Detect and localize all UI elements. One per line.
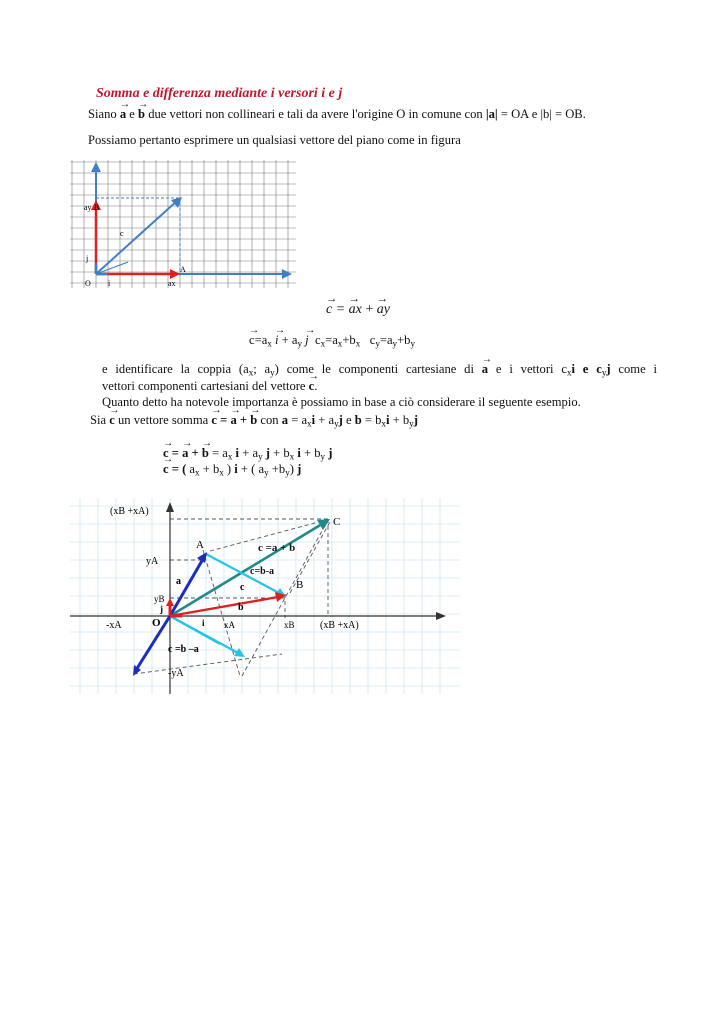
text-para4-c: → c: [109, 413, 115, 428]
label-c: c: [120, 229, 124, 238]
text-para1-b: → b: [138, 107, 145, 122]
label-i: i: [202, 618, 205, 628]
text-eq1-a2: → a: [377, 302, 384, 318]
text-eq4-pl2: +b: [268, 462, 286, 476]
text-para1-p4: = OA e |b| = OB.: [497, 107, 586, 121]
text-para1-p1: Siano: [88, 107, 120, 121]
text-eq2-cy-y3: y: [410, 338, 416, 349]
text-eq2-i: → i: [275, 333, 279, 348]
text-para4-p3: con: [257, 413, 282, 427]
text-eq2-cy-y2: y: [392, 338, 398, 349]
text-para4-p2: un vettore somma: [114, 413, 212, 427]
vector-c: [96, 200, 178, 274]
text-eq4-a1: a: [189, 462, 196, 476]
text-para4-plus: +: [236, 413, 251, 427]
label-B: B: [94, 203, 100, 212]
label-xB-plus-xA: (xB +xA): [320, 620, 359, 631]
text-eq2-e2: + a: [278, 333, 298, 347]
text-eq3-x2: x: [289, 451, 295, 462]
label-j: j: [160, 604, 163, 614]
text-para3-c: → c: [309, 379, 315, 394]
label-a: a: [176, 576, 181, 587]
text-eq3-a: → a: [182, 446, 188, 461]
text-eq4-y2: y: [285, 467, 290, 478]
label-top: (xB +xA): [110, 506, 149, 517]
paragraph-express-vector: Possiamo pertanto esprimere un qualsiasi vettore del piano come in figura: [88, 133, 461, 147]
text-eq3-plus: +: [188, 446, 202, 460]
text-para4-eq2: = a: [288, 413, 308, 427]
text-eq3-p1: + a: [239, 446, 259, 460]
text-para4-i2: i: [385, 413, 390, 427]
text-eq4-mid: + ( a: [237, 462, 265, 476]
text-para3-x: x: [248, 367, 254, 378]
label-i: i: [108, 279, 111, 288]
text-para4-p1: Sia: [90, 413, 110, 427]
text-para4-j: j: [338, 413, 343, 427]
text-para1-p2: e: [126, 107, 139, 121]
figure-components: [68, 158, 304, 292]
text-eq1-x: x: [355, 302, 362, 317]
text-eq1-plus: +: [365, 302, 374, 317]
text-eq3-eq2: = a: [208, 446, 228, 460]
text-eq3-c: → c: [163, 446, 169, 461]
text-eq4-pl: + b: [199, 462, 220, 476]
paragraph-identify-line3: Quanto detto ha notevole importanza è possiamo in base a ciò considerare il seguente esempio.: [102, 395, 581, 409]
text-para4-c2: → c: [211, 413, 217, 428]
text-para4-p4: e: [342, 413, 355, 427]
label-O: O: [152, 617, 161, 629]
text-para1-abs-a: |a|: [485, 107, 498, 121]
text-eq2-c: → c: [249, 333, 255, 348]
text-para4-x2: x: [381, 418, 386, 429]
text-eq3-y2: y: [320, 451, 326, 462]
text-eq4-i: i: [234, 462, 238, 476]
text-eq2-cy-p: +b: [397, 333, 411, 347]
label-minus-xA: -xA: [106, 620, 122, 631]
text-eq3-p2: + b: [269, 446, 290, 460]
label-j: j: [86, 254, 89, 263]
text-para4-plus2: + a: [315, 413, 335, 427]
text-para3-l1c: e i vettori c: [488, 362, 567, 376]
text-para4-j2: j: [413, 413, 418, 427]
text-para3-a: → a: [482, 362, 488, 377]
label-minus-yA: -yA: [168, 668, 184, 679]
text-eq3-i1: i: [232, 446, 240, 460]
text-eq2-cx-x2: x: [337, 338, 343, 349]
label-yB: yB: [154, 594, 165, 604]
paragraph-identify-line2: [102, 379, 317, 394]
text-para4-x: x: [307, 418, 312, 429]
text-eq3-y1: y: [258, 451, 263, 462]
text-eq3-i2: i: [294, 446, 301, 460]
text-para3-l1b: ) come le componenti cartesiane di: [274, 362, 482, 376]
text-para4-i: i: [311, 413, 316, 427]
text-eq2-cx-c: c: [314, 333, 321, 347]
text-eq2-cy-y: y: [375, 338, 380, 349]
text-eq2-cx-e: =a: [325, 333, 338, 347]
text-eq3-eq: =: [168, 446, 183, 460]
text-para3-x2: x: [566, 367, 572, 378]
text-eq3-x1: x: [227, 451, 233, 462]
label-c: c: [240, 582, 245, 593]
text-eq2-cx-x: x: [320, 338, 326, 349]
text-eq2-e1: =a: [254, 333, 268, 347]
label-O: O: [85, 279, 91, 288]
text-eq1-eq: =: [335, 302, 346, 317]
text-eq1-a1: → a: [349, 302, 356, 318]
text-para4-a-b: a: [281, 413, 289, 427]
equation-sum-grouped: [163, 462, 301, 478]
text-eq4-y1: y: [264, 467, 269, 478]
text-para4-b: → b: [250, 413, 257, 428]
text-eq3-b: → b: [202, 446, 209, 461]
label-B: B: [296, 579, 304, 591]
text-para4-plus3: + b: [389, 413, 410, 427]
text-eq2-sx: x: [267, 338, 272, 349]
paragraph-identify-line1: [102, 362, 657, 378]
text-eq2-cy-c: c: [369, 333, 376, 347]
label-b: b: [238, 602, 244, 613]
text-para4-a: → a: [230, 413, 236, 428]
equation-c-sum: [326, 302, 390, 318]
label-A: A: [196, 539, 204, 551]
text-para3-l1e: come i: [610, 362, 657, 376]
label-ax: ax: [168, 279, 176, 288]
section-title: Somma e differenza mediante i versori i e j: [96, 86, 343, 101]
text-eq2-cx-x3: x: [355, 338, 361, 349]
text-para3-j: j: [606, 362, 611, 376]
label-c-a-plus-b: c =a + b: [258, 542, 296, 554]
text-eq3-j1: j: [262, 446, 270, 460]
label-yA: yA: [146, 556, 159, 567]
text-para4-y2: y: [409, 418, 414, 429]
label-ay: ay: [84, 203, 92, 212]
text-para4-eq: =: [216, 413, 231, 427]
text-para4-y: y: [334, 418, 339, 429]
text-para4-b-b: b: [354, 413, 362, 427]
text-eq4-j: j: [297, 462, 302, 476]
text-eq1-c: → c: [326, 302, 332, 318]
text-eq4-eq: =: [168, 462, 183, 476]
text-eq2-j: → j: [305, 333, 309, 348]
text-eq3-p3: + b: [300, 446, 321, 460]
text-eq2-sy: y: [297, 338, 303, 349]
label-xA: xA: [224, 620, 235, 630]
paragraph-vectors-definition: [88, 107, 586, 122]
text-eq3-j2: j: [325, 446, 333, 460]
text-eq2-cx-p: +b: [342, 333, 356, 347]
text-para3-l1d: i e c: [571, 362, 602, 376]
text-eq4-x1: x: [195, 467, 200, 478]
text-para3-y: y: [270, 367, 275, 378]
label-c-b-minus-a-low: c =b –a: [168, 644, 199, 655]
label-C: C: [333, 516, 341, 528]
equation-sum-expanded: [163, 446, 332, 462]
text-eq4-op: (: [182, 462, 190, 476]
text-eq4-cl: ): [223, 462, 235, 476]
equation-c-components: [249, 333, 415, 349]
text-para1-p3: due vettori non collineari e tali da avere l'origine O in comune con: [145, 107, 486, 121]
text-eq4-c: → c: [163, 462, 169, 477]
text-eq2-cy-e: =a: [379, 333, 393, 347]
text-para1-a: → a: [120, 107, 126, 122]
paragraph-sum-example: [90, 413, 418, 429]
text-para3-l2a: vettori componenti cartesiani del vettore: [102, 379, 309, 393]
text-eq4-cl2: ): [289, 462, 298, 476]
text-para3-y2: y: [601, 367, 607, 378]
label-xB: xB: [284, 620, 295, 630]
label-A: A: [180, 265, 186, 274]
text-eq4-x2: x: [219, 467, 224, 478]
text-para3-l1a: e identificare la coppia (a: [102, 362, 249, 376]
label-c-b-minus-a: c=b-a: [250, 566, 275, 577]
figure-sum-difference: [70, 498, 460, 694]
text-para3-l2b: .: [314, 379, 318, 393]
text-eq1-y: y: [383, 302, 391, 317]
text-para4-eq3: = b: [361, 413, 382, 427]
text-para3-sep: ; a: [253, 362, 271, 376]
